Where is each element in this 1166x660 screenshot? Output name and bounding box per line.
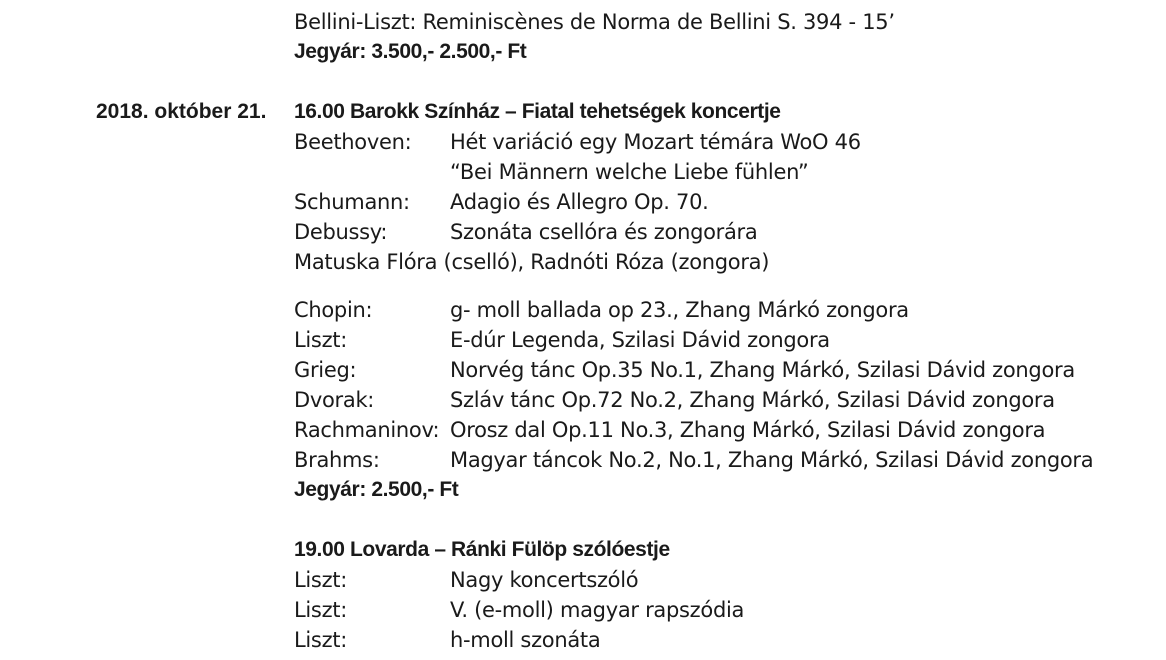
work-title: Orosz dal Op.11 No.3, Zhang Márkó, Szilasi Dávid zongora [450,418,1046,442]
work-title: E-dúr Legenda, Szilasi Dávid zongora [450,328,830,352]
event-date: 2018. október 21. [96,100,267,123]
work-title: Nagy koncertszóló [450,568,639,592]
work-title: Szonáta csellóra és zongorára [450,220,758,244]
composer-label: Brahms: [294,448,380,472]
composer-label: Liszt: [294,328,348,352]
composer-label: Rachmaninov: [294,418,440,442]
work-title: Norvég tánc Op.35 No.1, Zhang Márkó, Szilasi Dávid zongora [450,358,1075,382]
work-title: g- moll ballada op 23., Zhang Márkó zongora [450,298,909,322]
event-heading-barokk: 16.00 Barokk Színház – Fiatal tehetségek koncertje [294,100,781,123]
ticket-price-top: Jegyár: 3.500,- 2.500,- Ft [294,40,527,63]
work-title: Magyar táncok No.2, No.1, Zhang Márkó, Szilasi Dávid zongora [450,448,1094,472]
work-title: Adagio és Allegro Op. 70. [450,190,709,214]
composer-label: Beethoven: [294,130,412,154]
composer-label: Debussy: [294,220,388,244]
work-title: V. (e-moll) magyar rapszódia [450,598,745,622]
program-line-bellini-liszt: Bellini-Liszt: Reminiscènes de Norma de Bellini S. 394 - 15’ [294,10,895,34]
ticket-price-event1: Jegyár: 2.500,- Ft [294,478,459,501]
composer-label: Dvorak: [294,388,375,412]
composer-label: Liszt: [294,628,348,652]
work-title: Hét variáció egy Mozart témára WoO 46 [450,130,861,154]
work-title: Szláv tánc Op.72 No.2, Zhang Márkó, Szilasi Dávid zongora [450,388,1055,412]
composer-label: Schumann: [294,190,410,214]
composer-label: Liszt: [294,598,348,622]
composer-label: Grieg: [294,358,357,382]
composer-label: Liszt: [294,568,348,592]
work-title: “Bei Männern welche Liebe fühlen” [450,160,809,184]
performers-line: Matuska Flóra (cselló), Radnóti Róza (zongora) [294,250,770,274]
event-heading-lovarda: 19.00 Lovarda – Ránki Fülöp szólóestje [294,538,670,561]
work-title: h-moll szonáta [450,628,601,652]
composer-label: Chopin: [294,298,373,322]
